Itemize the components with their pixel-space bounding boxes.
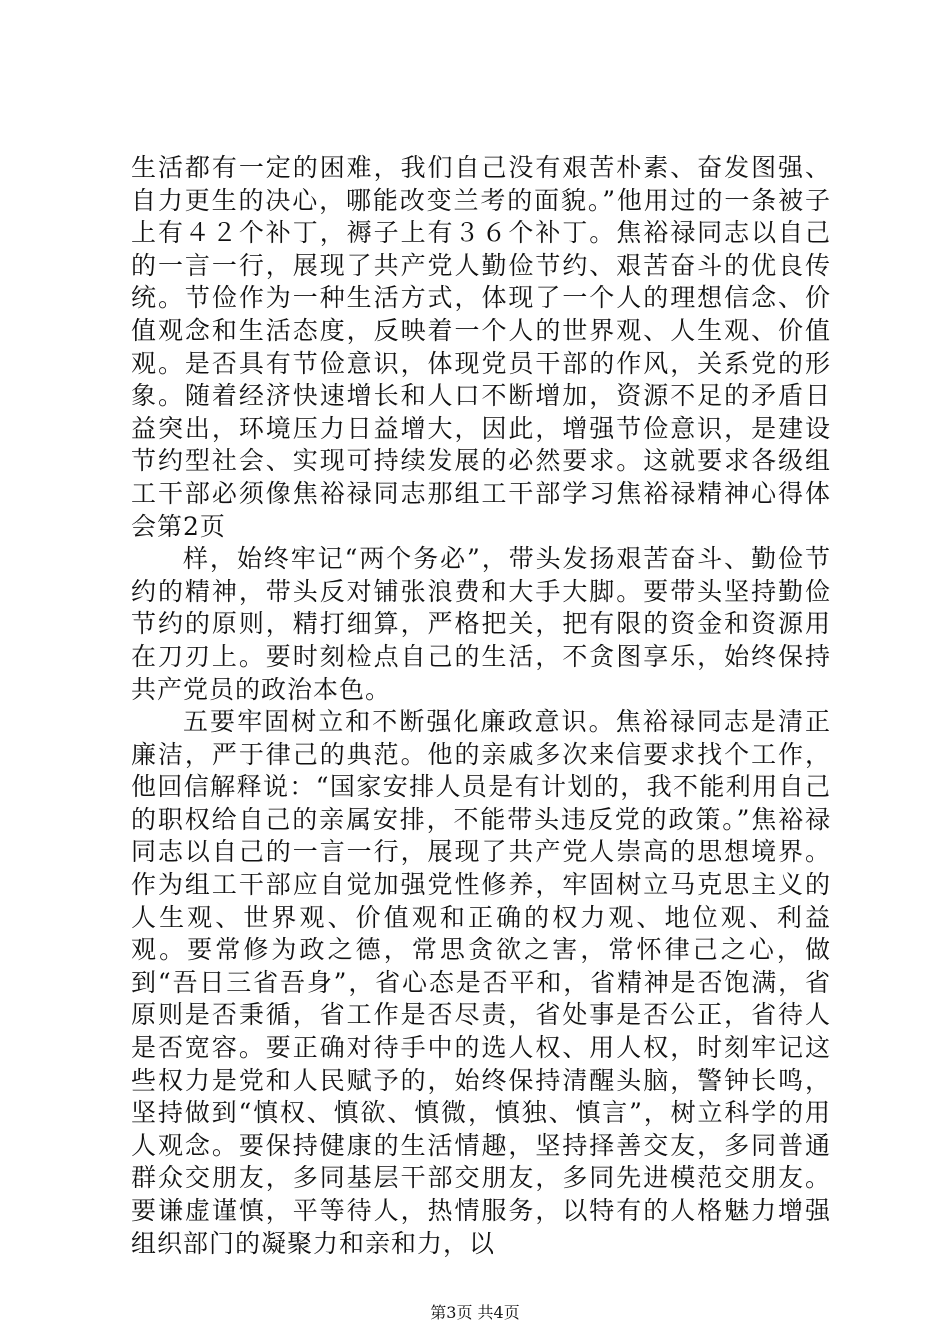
page-footer: 第3页 共4页 xyxy=(430,1303,520,1322)
paragraph-1: 生活都有一定的困难，我们自己没有艰苦朴素、奋发图强、自力更生的决心，哪能改变兰考的面貌。”他用过的一条被子上有４２个补丁，褥子上有３６个补丁。焦裕禄同志以自己的一言一行，展现了共产党人勤俭节约、艰苦奋斗的优良传统。节俭作为一种生活方式，体现了一个人的理想信念、价值观念和生活态度，反映着一个人的世界观、人生观、价值观。是否具有节俭意识，体现党员干部的作风，关系党的形象。随着经济快速增长和人口不断增加，资源不足的矛盾日益突出，环境压力日益增大，因此，增强节俭意识，是建设节约型社会、实现可持续发展的必然要求。这就要求各级组工干部必须像焦裕禄同志那组工干部学习焦裕禄精神心得体会第2页 xyxy=(131,153,831,541)
body-text xyxy=(131,152,831,1260)
paragraph-3: 五要牢固树立和不断强化廉政意识。焦裕禄同志是清正廉洁，严于律己的典范。他的亲戚多次来信要求找个工作，他回信解释说：“国家安排人员是有计划的，我不能利用自己的职权给自己的亲属安排，不能带头违反党的政策。”焦裕禄同志以自己的一言一行，展现了共产党人崇高的思想境界。作为组工干部应自觉加强党性修养，牢固树立马克思主义的人生观、世界观、价值观和正确的权力观、地位观、利益观。要常修为政之德，常思贪欲之害，常怀律己之心，做到“吾日三省吾身”，省心态是否平和，省精神是否饱满，省原则是否秉循，省工作是否尽责，省处事是否公正，省待人是否宽容。要正确对待手中的选人权、用人权，时刻牢记这些权力是党和人民赋予的，始终保持清醒头脑，警钟长鸣，坚持做到“慎权、慎欲、慎微，慎独、慎言”，树立科学的用人观念。要保持健康的生活情趣，坚持择善交友，多同普通群众交朋友，多同基层干部交朋友，多同先进模范交朋友。要谦虚谨慎，平等待人，热情服务，以特有的人格魅力增强组织部门的凝聚力和亲和力，以 xyxy=(131,707,831,1258)
paragraph-2: 样，始终牢记“两个务必”，带头发扬艰苦奋斗、勤俭节约的精神，带头反对铺张浪费和大手大脚。要带头坚持勤俭节约的原则，精打细算，严格把关，把有限的资金和资源用在刀刃上。要时刻检点自己的生活，不贪图享乐，始终保持共产党员的政治本色。 xyxy=(131,544,831,704)
